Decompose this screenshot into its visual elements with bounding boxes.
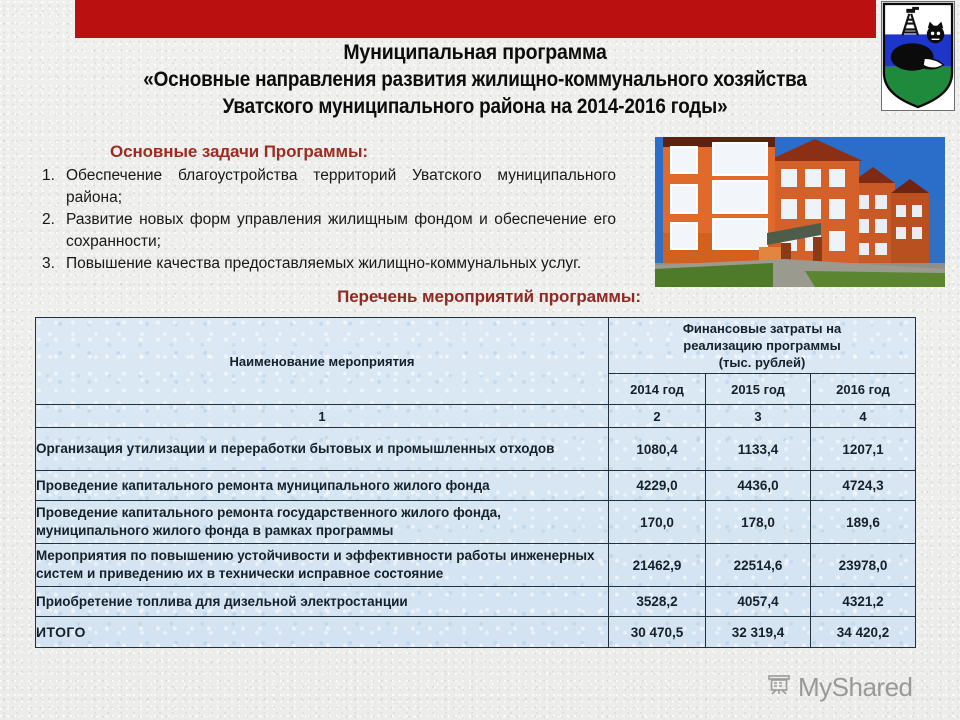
presentation-title [70, 40, 880, 120]
table-row-column-index [36, 405, 916, 428]
uvatsky-coat-of-arms [881, 1, 955, 111]
measure-value-2015: 178,0 [706, 501, 811, 544]
finance-header-line-3: (тыс. рублей) [718, 355, 806, 370]
measure-value-2014: 21462,9 [609, 544, 706, 587]
table-row [36, 428, 916, 471]
list-item-label: Повышение качества предоставляемых жилищно-коммунальных услуг. [66, 255, 582, 272]
list-item [34, 253, 644, 275]
measure-name: Мероприятия по повышению устойчивости и эффективности работы инженерных систем и приведению их в технически исправное состояние [36, 544, 609, 587]
tasks-heading: Основные задачи Программы: [110, 142, 368, 161]
title-line-3: Уватского муниципального района на 2014-2016 годы» [222, 95, 728, 118]
column-index-3: 3 [706, 405, 811, 428]
measure-name: Проведение капитального ремонта государственного жилого фонда, муниципального жилого фонда в рамках программы [36, 501, 609, 544]
table-body [36, 405, 916, 648]
measure-name: Организация утилизации и переработки бытовых и промышленных отходов [36, 428, 609, 471]
column-header-finance-group [609, 318, 916, 374]
measure-value-2014: 3528,2 [609, 587, 706, 617]
list-item-number: 1. [42, 167, 55, 184]
measure-value-2014: 1080,4 [609, 428, 706, 471]
measure-value-2015: 22514,6 [706, 544, 811, 587]
finance-header-line-2: реализацию программы [683, 338, 841, 353]
watermark-label: MyShared [798, 672, 913, 702]
total-value-2015: 32 319,4 [706, 617, 811, 648]
header-red-banner [75, 0, 876, 38]
total-value-2014: 30 470,5 [609, 617, 706, 648]
table-header [36, 318, 916, 405]
measure-name: Приобретение топлива для дизельной электростанции [36, 587, 609, 617]
measure-value-2015: 4436,0 [706, 471, 811, 501]
measure-value-2015: 1133,4 [706, 428, 811, 471]
measure-value-2016: 1207,1 [811, 428, 916, 471]
list-item-number: 3. [42, 255, 55, 272]
program-measures-table-wrapper [35, 317, 915, 648]
column-header-measure-name: Наименование мероприятия [36, 318, 609, 405]
measure-value-2016: 4321,2 [811, 587, 916, 617]
table-row [36, 587, 916, 617]
total-value-2016: 34 420,2 [811, 617, 916, 648]
finance-header-line-1: Финансовые затраты на [682, 321, 842, 336]
list-item-label: Развитие новых форм управления жилищным фондом и обеспечение его сохранности; [66, 211, 616, 250]
list-item [34, 209, 644, 252]
projector-icon [766, 672, 792, 703]
tasks-list [34, 165, 644, 276]
measure-value-2016: 23978,0 [811, 544, 916, 587]
program-measures-table [35, 317, 916, 648]
measure-value-2016: 4724,3 [811, 471, 916, 501]
table-row [36, 501, 916, 544]
total-label: ИТОГО [36, 617, 609, 648]
column-header-year-2015: 2015 год [706, 374, 811, 405]
measure-value-2014: 4229,0 [609, 471, 706, 501]
table-row-total [36, 617, 916, 648]
table-row [36, 544, 916, 587]
title-line-2: «Основные направления развития жилищно-коммунального хозяйства [143, 68, 807, 91]
column-index-1: 1 [36, 405, 609, 428]
measure-value-2015: 4057,4 [706, 587, 811, 617]
measure-name: Проведение капитального ремонта муниципального жилого фонда [36, 471, 609, 501]
column-index-4: 4 [811, 405, 916, 428]
column-header-year-2016: 2016 год [811, 374, 916, 405]
measure-value-2016: 189,6 [811, 501, 916, 544]
coat-of-arms-icon [882, 2, 954, 110]
column-index-2: 2 [609, 405, 706, 428]
column-header-year-2014: 2014 год [609, 374, 706, 405]
measure-value-2014: 170,0 [609, 501, 706, 544]
myshared-watermark [766, 672, 913, 703]
building-photo-graphic [655, 137, 945, 287]
apartment-building-photo [655, 137, 945, 287]
title-line-1: Муниципальная программа [343, 41, 607, 64]
list-item-number: 2. [42, 211, 55, 228]
table-row [36, 471, 916, 501]
list-item-label: Обеспечение благоустройства территорий Уватского муниципального района; [66, 167, 616, 206]
table-section-heading: Перечень мероприятий программы: [337, 287, 641, 306]
list-item [34, 165, 644, 208]
